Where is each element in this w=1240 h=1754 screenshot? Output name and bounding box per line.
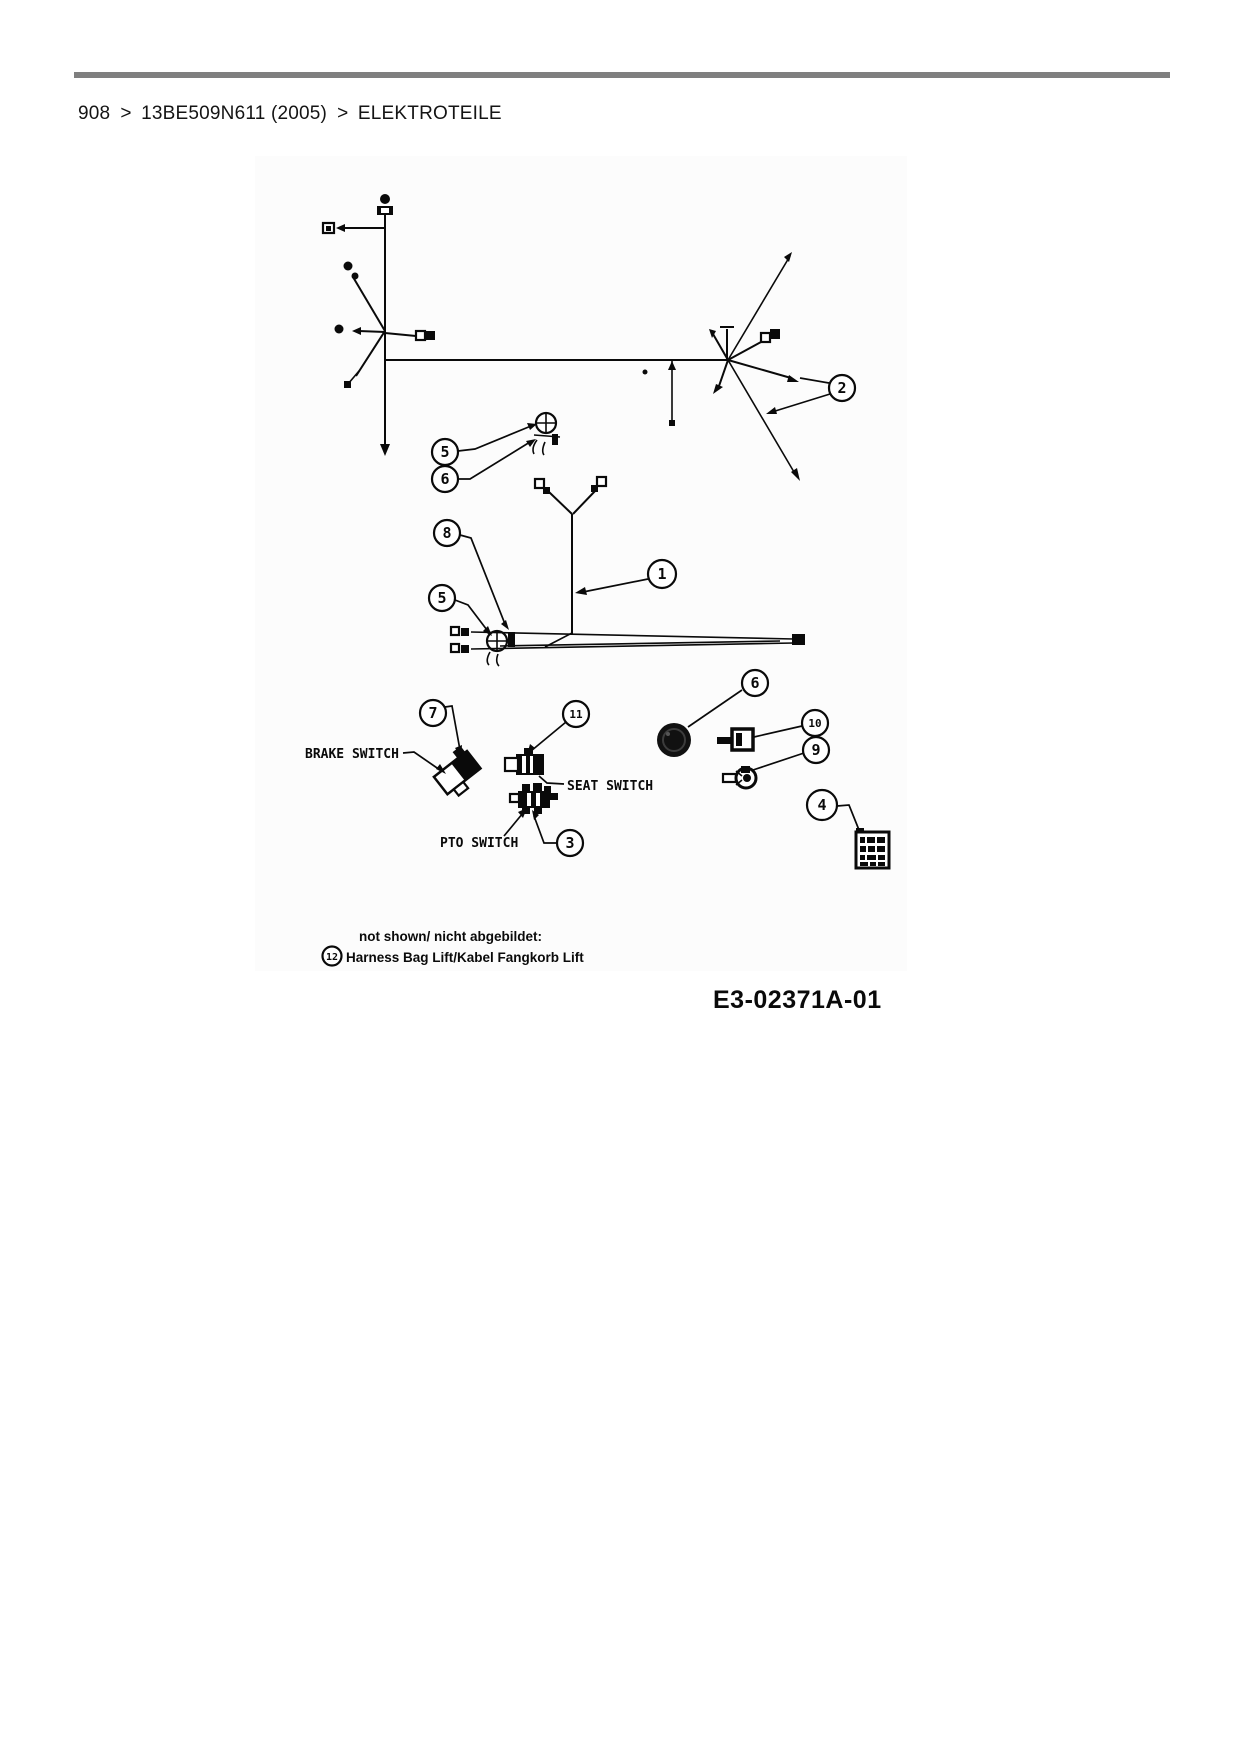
brake-switch-label: BRAKE SWITCH (305, 747, 399, 762)
callout-3 (557, 830, 583, 856)
seat-switch-label: SEAT SWITCH (567, 779, 654, 794)
svg-text:5: 5 (437, 589, 447, 607)
breadcrumb-separator: > (337, 103, 349, 124)
callout-6-buzzer (742, 670, 768, 696)
svg-text:3: 3 (565, 834, 575, 852)
svg-text:10: 10 (808, 717, 822, 730)
callout-6-upper (432, 466, 458, 492)
callout-9 (803, 737, 829, 763)
svg-text:9: 9 (811, 741, 821, 759)
callout-10 (802, 710, 828, 736)
svg-text:6: 6 (440, 470, 450, 488)
callout-1 (648, 560, 676, 588)
not-shown-line1: not shown/ nicht abgebildet: (359, 929, 542, 944)
breadcrumb-separator: > (120, 103, 132, 124)
svg-text:6: 6 (750, 674, 760, 692)
pto-switch-label: PTO SWITCH (440, 836, 519, 851)
callout-7 (420, 700, 446, 726)
svg-text:8: 8 (442, 524, 452, 542)
callout-11 (563, 701, 589, 727)
breadcrumb-item-model-group[interactable]: 908 (78, 103, 111, 124)
callout-2 (829, 375, 855, 401)
callout-5-upper (432, 439, 458, 465)
circled-12-number: 12 (325, 952, 339, 963)
breadcrumb-item-model[interactable]: 13BE509N611 (2005) (141, 103, 328, 124)
svg-text:11: 11 (569, 708, 583, 721)
svg-text:1: 1 (657, 565, 667, 583)
svg-text:2: 2 (837, 379, 847, 397)
svg-text:7: 7 (428, 704, 438, 722)
breadcrumb-item-section[interactable]: ELEKTROTEILE (357, 103, 502, 124)
svg-text:5: 5 (440, 443, 450, 461)
drawing-number: E3-02371A-01 (713, 986, 882, 1014)
callout-8 (434, 520, 460, 546)
svg-text:4: 4 (817, 796, 827, 814)
not-shown-item-text: Harness Bag Lift/Kabel Fangkorb Lift (346, 950, 584, 965)
callout-4 (807, 790, 837, 820)
callout-5-lower (429, 585, 455, 611)
